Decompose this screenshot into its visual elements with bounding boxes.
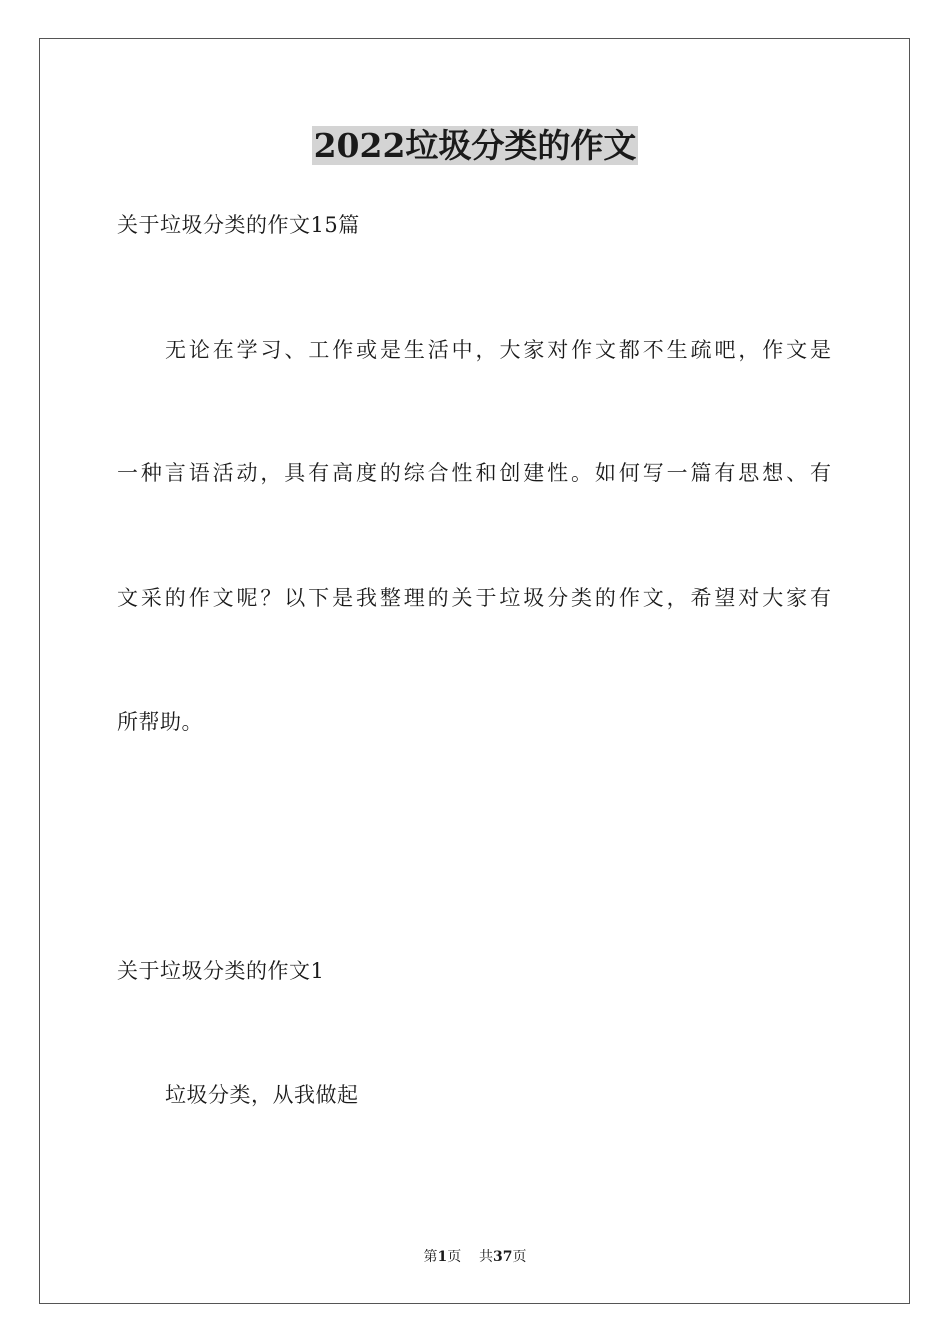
intro-paragraph-line-2: 一种言语活动，具有高度的综合性和创建性。如何写一篇有思想、有 — [117, 461, 831, 485]
document-subtitle: 关于垃圾分类的作文15篇 — [117, 213, 360, 237]
footer-total-prefix: 共 — [479, 1249, 494, 1265]
footer-total-pages: 37 — [493, 1249, 513, 1265]
intro-paragraph-line-3: 文采的作文呢？以下是我整理的关于垃圾分类的作文，希望对大家有 — [117, 586, 831, 610]
footer-page-suffix: 页 — [447, 1249, 462, 1265]
document-title — [0, 124, 950, 168]
intro-paragraph-line-1: 无论在学习、工作或是生活中，大家对作文都不生疏吧，作文是 — [165, 338, 831, 362]
intro-paragraph-line-4: 所帮助。 — [117, 710, 203, 734]
section-first-line: 垃圾分类，从我做起 — [165, 1083, 359, 1107]
footer-page-prefix: 第 — [423, 1249, 438, 1265]
page-footer — [0, 1248, 950, 1266]
footer-total-suffix: 页 — [512, 1249, 527, 1265]
section-heading: 关于垃圾分类的作文1 — [117, 959, 325, 983]
footer-page-number: 1 — [437, 1249, 448, 1265]
document-title-text: 2022垃圾分类的作文 — [313, 126, 637, 165]
